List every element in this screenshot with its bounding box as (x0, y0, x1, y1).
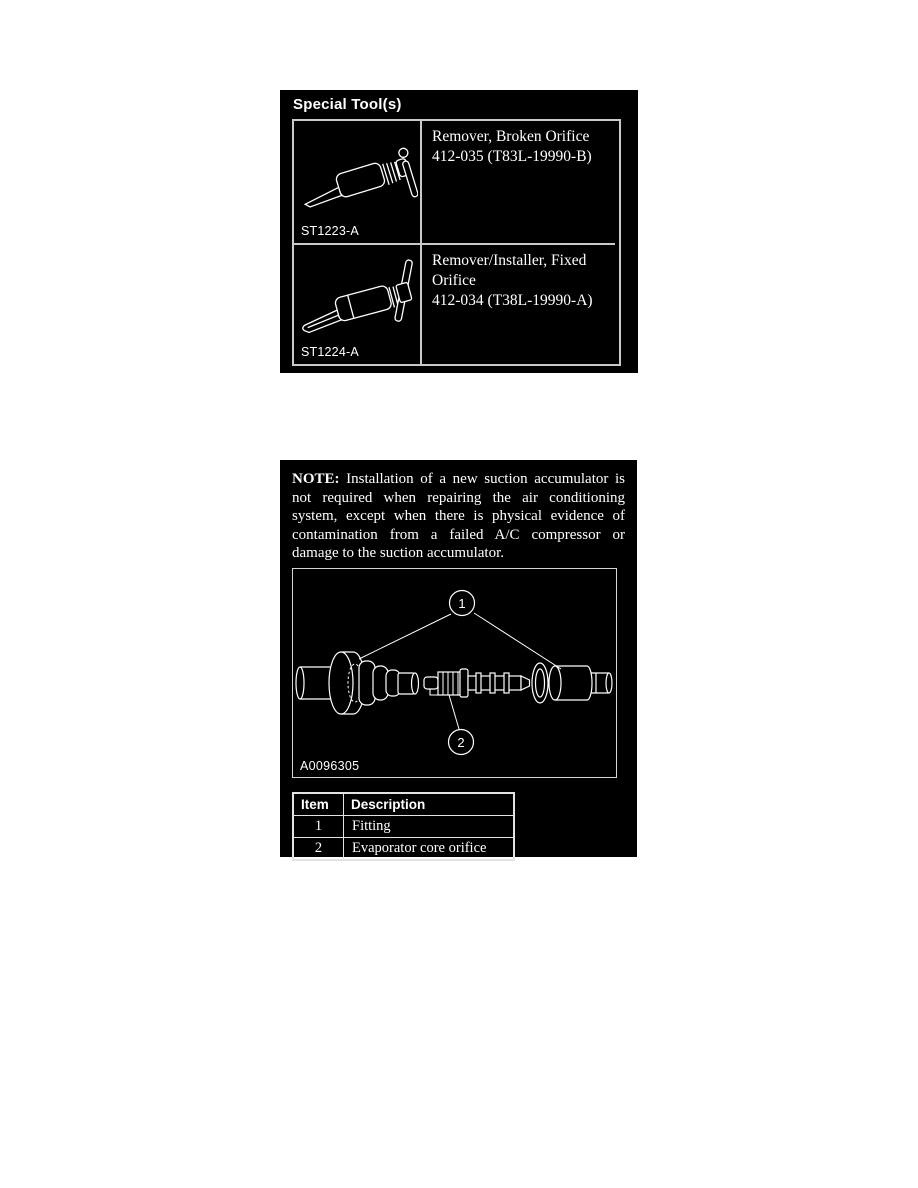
callout-2-number: 2 (457, 734, 465, 750)
tool-description-cell-st1223 (422, 121, 615, 245)
broken-orifice-remover-tool-icon (296, 133, 418, 225)
special-tools-table (292, 119, 621, 366)
description-column-header: Description (344, 793, 515, 816)
item-description: Evaporator core orifice (344, 837, 515, 860)
tool-description-line: Remover/Installer, Fixed Orifice (432, 252, 587, 289)
tool-part-number: 412-035 (T83L-19990-B) (432, 148, 592, 165)
tool-description-line: Remover, Broken Orifice (432, 128, 590, 145)
special-tools-title: Special Tool(s) (293, 96, 402, 113)
orifice-tube (424, 669, 530, 697)
note-panel (280, 460, 637, 857)
tool-id-label: ST1224-A (301, 345, 359, 359)
note-line (292, 470, 625, 489)
item-description-table (292, 792, 515, 861)
callout-2 (449, 729, 474, 754)
note-line: system, except when there is physical evidence of (292, 508, 625, 524)
callout-1 (450, 590, 475, 615)
item-description: Fitting (344, 815, 515, 837)
fixed-orifice-remover-installer-tool-icon (296, 257, 418, 349)
callout-1-number: 1 (458, 595, 466, 611)
note-line: not required when repairing the air conditioning (292, 489, 625, 506)
table-row (293, 837, 514, 860)
note-label: NOTE: (292, 471, 340, 487)
item-column-header: Item (293, 793, 344, 816)
tool-part-number: 412-034 (T38L-19990-A) (432, 292, 593, 309)
table-row (293, 815, 514, 837)
item-number: 1 (293, 815, 344, 837)
tool-description-cell-st1224 (422, 245, 615, 364)
note-line: damage to the suction accumulator. (292, 545, 505, 561)
special-tools-panel (280, 90, 638, 373)
table-header-row (293, 793, 514, 816)
item-number: 2 (293, 837, 344, 860)
right-fitting (532, 663, 612, 703)
tool-image-cell-st1224 (294, 245, 422, 364)
exploded-view-diagram (293, 569, 616, 777)
left-fitting (329, 652, 419, 714)
tool-image-cell-st1223 (294, 121, 422, 245)
figure-box (292, 568, 617, 778)
note-line: contamination from a failed A/C compressor or (292, 526, 625, 543)
figure-id-label: A0096305 (300, 758, 360, 773)
tool-id-label: ST1223-A (301, 224, 359, 238)
note-line-text: Installation of a new suction accumulator is (346, 471, 626, 487)
note-text (292, 470, 625, 563)
